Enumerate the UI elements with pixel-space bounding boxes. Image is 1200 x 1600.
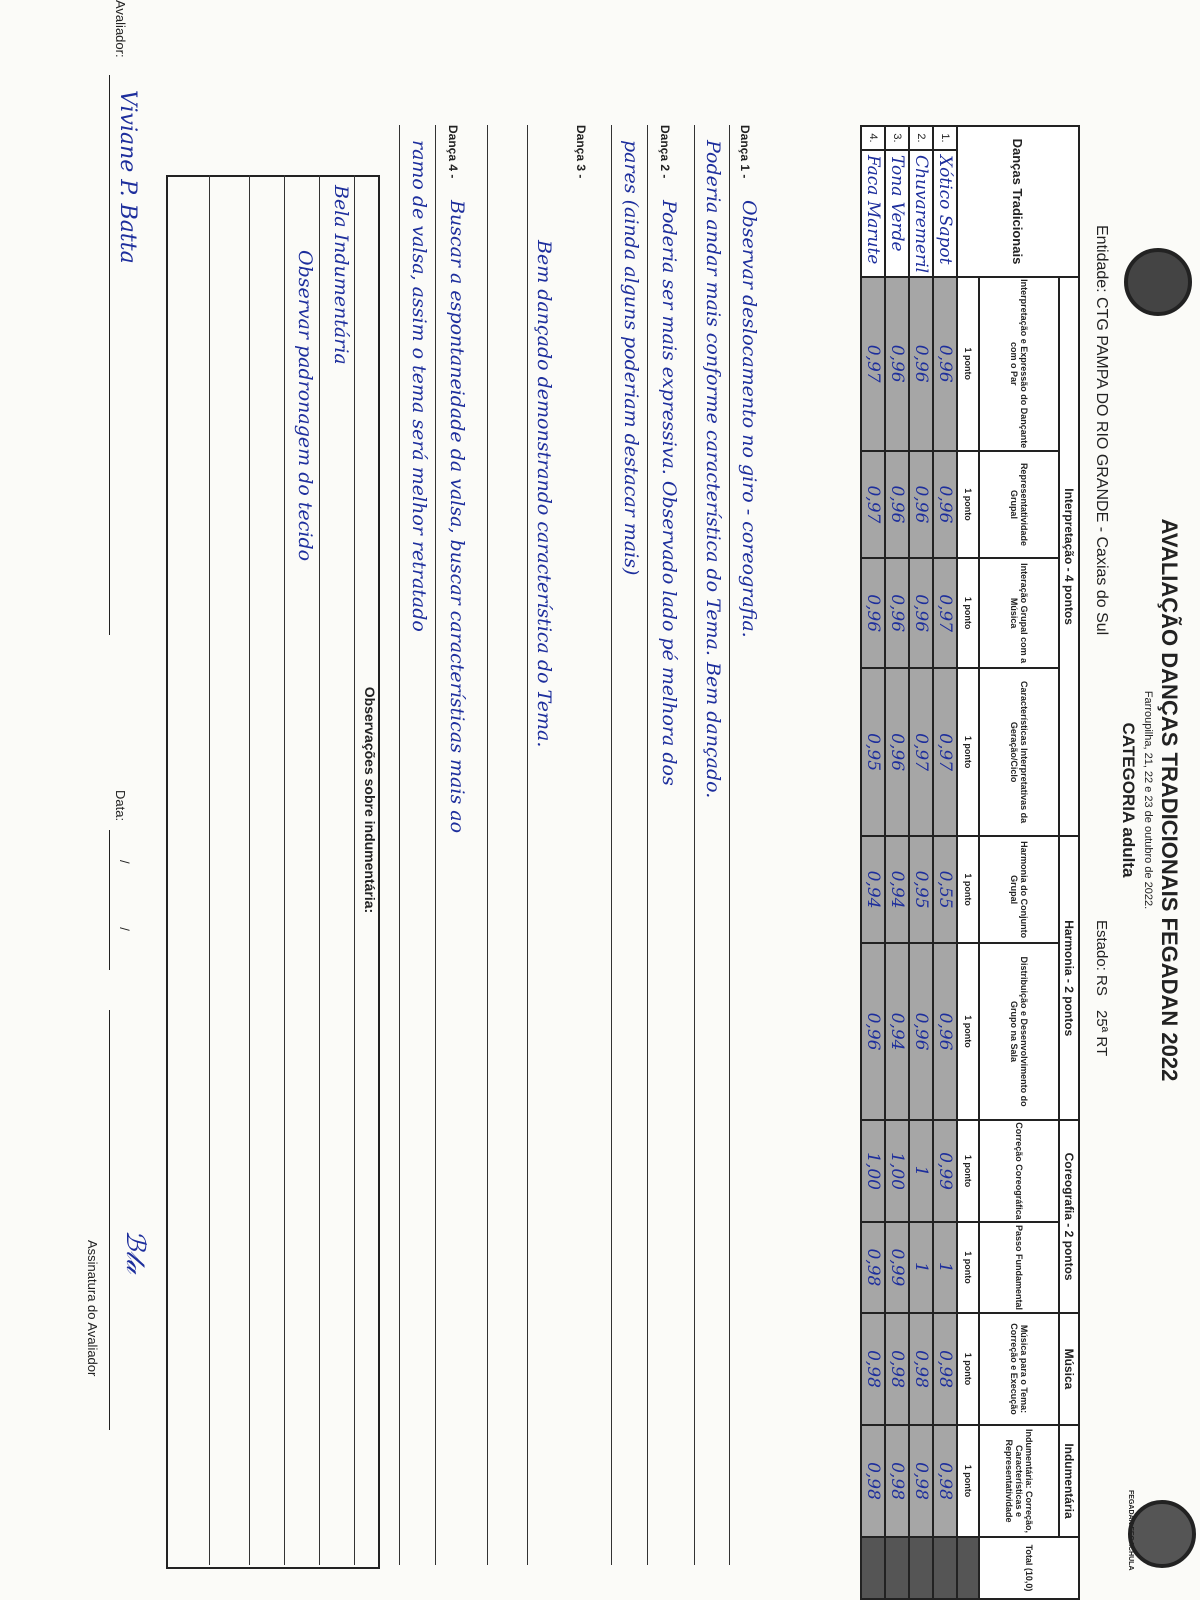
danca-1-label: Dança 1 -	[738, 125, 752, 179]
score-cell: 0,98	[885, 1313, 909, 1425]
dance-name: Faca Marute	[861, 150, 885, 277]
danca-1-comment: Observar deslocamento no giro - coreografia.	[738, 200, 760, 638]
score-cell: 0,97	[933, 668, 957, 836]
score-cell: 0,95	[861, 668, 885, 836]
ruled-line	[527, 125, 528, 1565]
score-cell: 0,96	[909, 451, 933, 559]
ruled-line	[249, 175, 250, 1565]
points: 1 ponto	[957, 277, 979, 451]
ruled-line	[399, 125, 400, 1565]
danca-2-label: Dança 2 -	[658, 125, 672, 179]
table-row	[909, 126, 933, 1599]
score-cell: 0,98	[861, 1313, 885, 1425]
points: 1 ponto	[957, 1222, 979, 1313]
data-line	[109, 830, 110, 970]
danca-4-comment: Buscar a espontaneidade da valsa, buscar características mais ao	[446, 200, 468, 834]
total-header: Total (10,0)	[979, 1537, 1079, 1599]
ruled-line	[354, 175, 355, 1565]
points: 1 ponto	[957, 1120, 979, 1222]
estado: Estado: RS	[1093, 920, 1110, 996]
avaliador-name: Viviane P. Batta	[115, 90, 140, 264]
total-cell	[933, 1537, 957, 1599]
score-cell: 1,00	[861, 1120, 885, 1222]
points: 1 ponto	[957, 558, 979, 667]
danca-3-comment: Bem dançado demonstrando característica do Tema.	[533, 240, 555, 748]
points: 1 ponto	[957, 451, 979, 559]
danca-4-comment: ramo de valsa, assim o tema será melhor retratado	[408, 140, 430, 632]
total-cell	[909, 1537, 933, 1599]
fegadan-logo-text: FEGADAN FEGACHULA	[1127, 1490, 1134, 1571]
criterion: Distribuição e Desenvolvimento do Grupo na Sala	[979, 943, 1059, 1120]
score-cell: 0,98	[909, 1425, 933, 1537]
ruled-line	[647, 125, 648, 1565]
assinatura-label: Assinatura do Avaliador	[85, 1240, 100, 1377]
category: CATEGORIA adulta	[1119, 722, 1138, 878]
danca-2-comment: pares (ainda alguns poderiam destacar mais)	[620, 140, 642, 576]
score-cell: 0,94	[885, 836, 909, 943]
ruled-line	[284, 175, 285, 1565]
score-cell: 0,96	[933, 943, 957, 1120]
score-cell: 0,96	[933, 277, 957, 451]
score-cell: 0,96	[885, 668, 909, 836]
score-cell: 0,96	[861, 558, 885, 667]
ruled-line	[487, 125, 488, 1565]
score-cell: 0,96	[885, 277, 909, 451]
observacao-line: Bela Indumentária	[330, 185, 352, 365]
event-date: Farroupilha, 21, 22 e 23 de outubro de 2022.	[1142, 690, 1154, 910]
points: 1 ponto	[957, 1425, 979, 1537]
criterion: Passo Fundamental	[979, 1222, 1059, 1313]
points: 1 ponto	[957, 836, 979, 943]
regiao: 25ª RT	[1093, 1010, 1110, 1057]
group-musica: Música	[1059, 1313, 1079, 1425]
row-number: 1.	[933, 126, 957, 150]
danca-1-comment: Poderia andar mais conforme característica do Tema. Bem dançado.	[702, 140, 724, 799]
score-cell: 0,55	[933, 836, 957, 943]
observacoes-box	[166, 175, 380, 1569]
entidade: Entidade: CTG PAMPA DO RIO GRANDE - Caxias do Sul	[1093, 225, 1110, 636]
row-number: 4.	[861, 126, 885, 150]
score-cell: 0,96	[909, 277, 933, 451]
score-cell: 0,99	[933, 1120, 957, 1222]
score-cell: 0,96	[861, 943, 885, 1120]
data-label: Data:	[113, 790, 128, 822]
row-number: 3.	[885, 126, 909, 150]
group-indumentaria: Indumentária	[1059, 1425, 1079, 1537]
ruled-line	[611, 125, 612, 1565]
signature: ℬ𝓁𝒶	[120, 1230, 150, 1274]
ruled-line	[319, 175, 320, 1565]
criterion: Música para o Tema: Correção e Execução	[979, 1313, 1059, 1425]
group-coreografia: Coreografia - 2 pontos	[1059, 1120, 1079, 1313]
danca-3-label: Dança 3 -	[574, 125, 588, 179]
total-cell	[861, 1537, 885, 1599]
ruled-line	[729, 125, 730, 1565]
dance-name: Chuvaremeril	[909, 150, 933, 277]
criterion: Indumentária: Correção, Características e Representatividade	[979, 1425, 1059, 1537]
danca-4-label: Dança 4 -	[446, 125, 460, 179]
score-cell: 0,97	[909, 668, 933, 836]
signature-line	[109, 1010, 110, 1430]
score-cell: 1	[909, 1120, 933, 1222]
table-row	[885, 126, 909, 1599]
danca-2-comment: Poderia ser mais expressiva. Observado lado pé melhora dos	[658, 200, 680, 786]
total-points-cell	[957, 1537, 979, 1599]
score-cell: 0,94	[861, 836, 885, 943]
page-title: AVALIAÇÃO DANÇAS TRADICIONAIS FEGADAN 2022	[1157, 518, 1182, 1082]
score-cell: 0,98	[861, 1425, 885, 1537]
points: 1 ponto	[957, 943, 979, 1120]
group-interpretacao: Interpretação - 4 pontos	[1059, 277, 1079, 836]
score-cell: 0,94	[885, 943, 909, 1120]
dance-name: Tona Verde	[885, 150, 909, 277]
score-cell: 0,96	[909, 943, 933, 1120]
score-cell: 0,97	[861, 451, 885, 559]
observacoes-title: Observações sobre indumentária:	[362, 686, 378, 914]
total-cell	[885, 1537, 909, 1599]
data-value: / /	[117, 860, 132, 961]
observacao-line: Observar padronagem do tecido	[294, 250, 316, 562]
score-cell: 1,00	[885, 1120, 909, 1222]
avaliador-line	[109, 75, 110, 635]
score-cell: 0,98	[885, 1425, 909, 1537]
score-table	[860, 125, 1080, 1600]
ruled-line	[694, 125, 695, 1565]
criterion: Correção Coreográfica	[979, 1120, 1059, 1222]
score-cell: 0,95	[909, 836, 933, 943]
group-harmonia: Harmonia - 2 pontos	[1059, 836, 1079, 1120]
table-row	[861, 126, 885, 1599]
score-cell: 0,98	[933, 1425, 957, 1537]
score-cell: 0,98	[861, 1222, 885, 1313]
score-cell: 0,96	[933, 451, 957, 559]
ruled-line	[435, 125, 436, 1565]
avaliador-label: Avaliador:	[113, 0, 128, 58]
criterion: Harmonia do Conjunto Grupal	[979, 836, 1059, 943]
criterion: Representatividade Grupal	[979, 451, 1059, 559]
criterion: Interpretação e Expressão do Dançante com o Par	[979, 277, 1059, 451]
score-cell: 0,99	[885, 1222, 909, 1313]
score-cell: 0,97	[933, 558, 957, 667]
criterion: Características Interpretativas da Geração/Ciclo	[979, 668, 1059, 836]
score-cell: 0,96	[885, 558, 909, 667]
score-cell: 0,96	[885, 451, 909, 559]
table-row	[933, 126, 957, 1599]
ruled-line	[209, 175, 210, 1565]
row-number: 2.	[909, 126, 933, 150]
score-cell: 0,96	[909, 558, 933, 667]
dances-header: Danças Tradicionais	[957, 126, 1079, 277]
points: 1 ponto	[957, 1313, 979, 1425]
score-cell: 1	[909, 1222, 933, 1313]
score-cell: 0,98	[933, 1313, 957, 1425]
score-cell: 0,97	[861, 277, 885, 451]
score-cell: 0,98	[909, 1313, 933, 1425]
dance-name: Xótico Sapot	[933, 150, 957, 277]
points: 1 ponto	[957, 668, 979, 836]
score-cell: 1	[933, 1222, 957, 1313]
criterion: Interação Grupal com a Música	[979, 558, 1059, 667]
